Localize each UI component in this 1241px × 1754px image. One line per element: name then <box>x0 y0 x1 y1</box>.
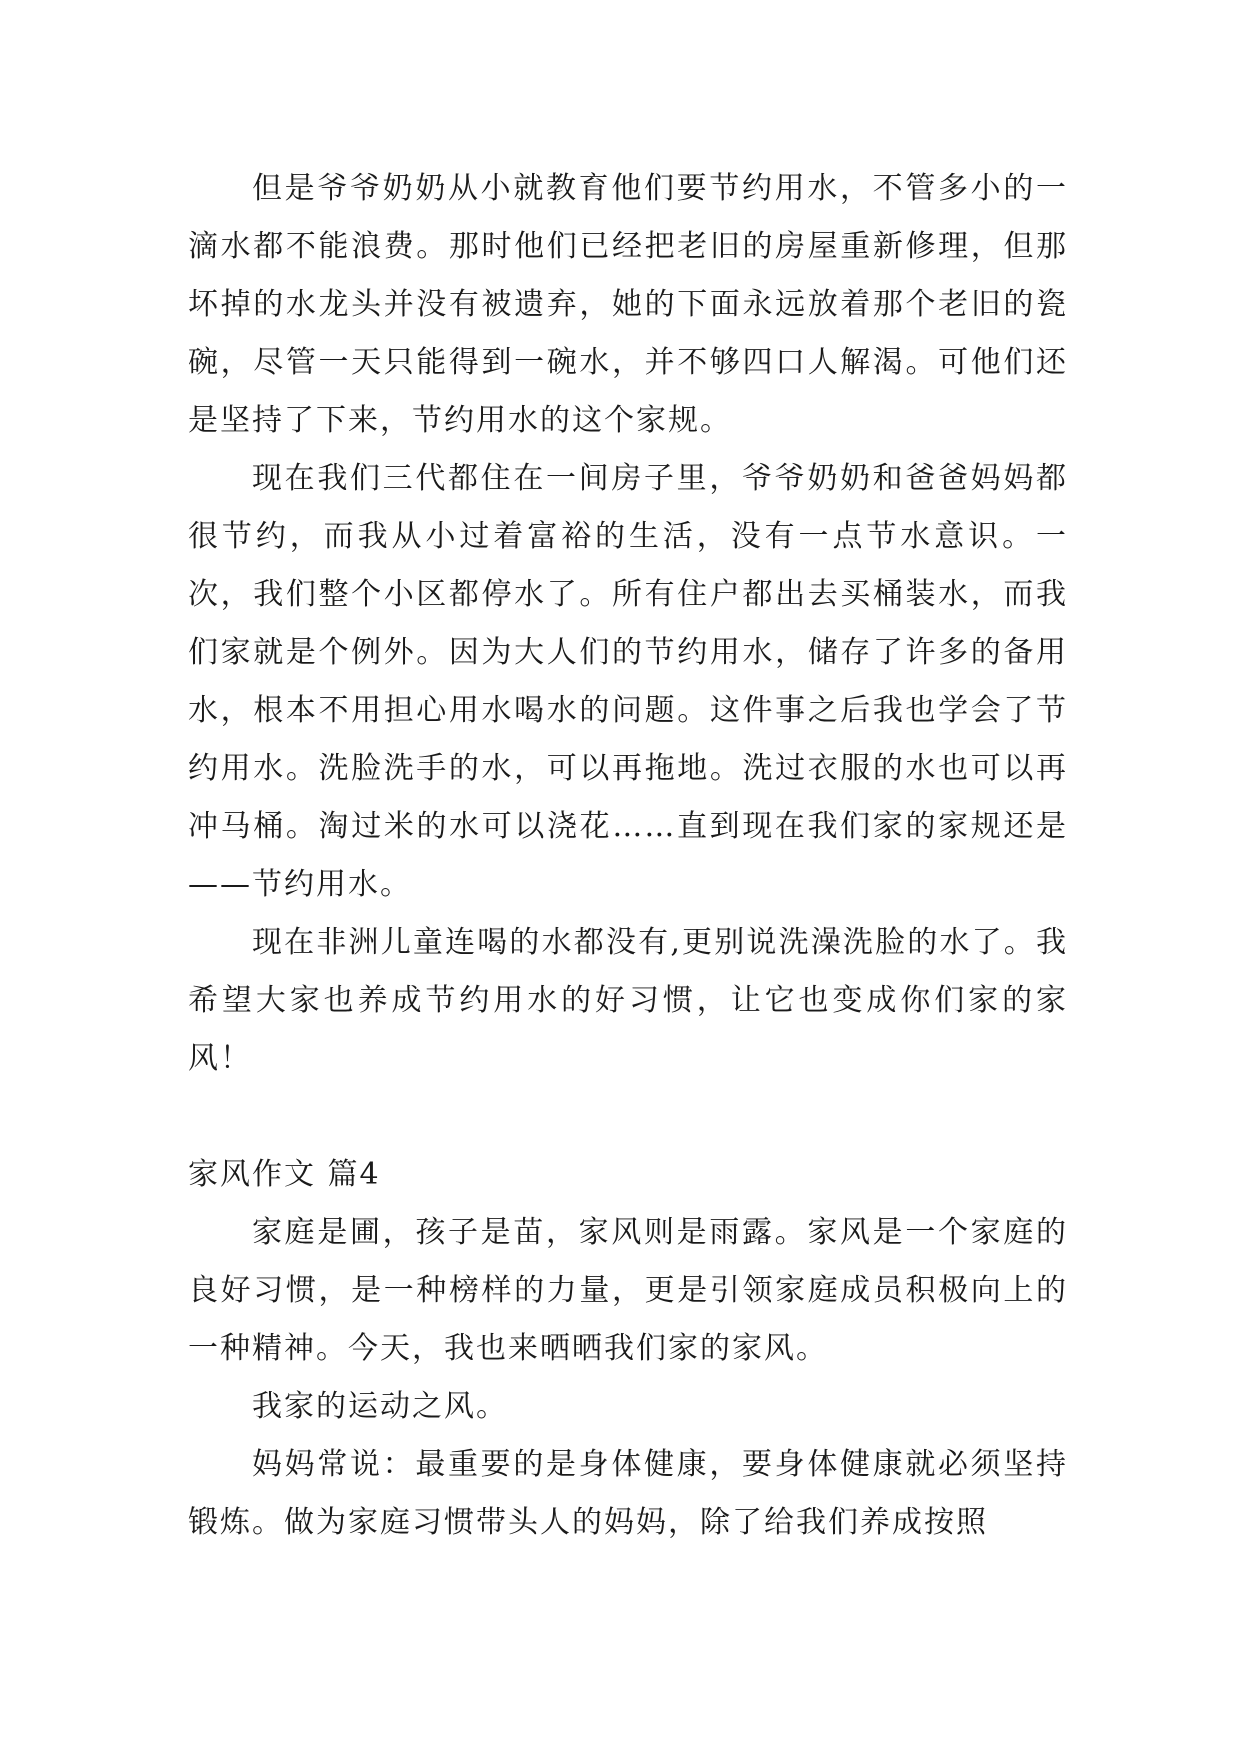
paragraph-water-saving-grandparents: 但是爷爷奶奶从小就教育他们要节约用水，不管多小的一滴水都不能浪费。那时他们已经把老旧的房屋重新修理，但那坏掉的水龙头并没有被遗弃，她的下面永远放着那个老旧的瓷碗，尽管一天只能得到一碗水，并不够四口人解渴。可他们还是坚持了下来，节约用水的这个家规。 <box>188 171 1068 438</box>
paragraph-mother-says: 妈妈常说：最重要的是身体健康，要身体健康就必须坚持锻炼。做为家庭习惯带头人的妈妈，除了给我们养成按照 <box>188 1447 1068 1540</box>
paragraph-three-generations: 现在我们三代都住在一间房子里，爷爷奶奶和爸爸妈妈都很节约，而我从小过着富裕的生活，没有一点节水意识。一次，我们整个小区都停水了。所有住户都出去买桶装水，而我们家就是个例外。因为大人们的节约用水，储存了许多的备用水，根本不用担心用水喝水的问题。这件事之后我也学会了节约用水。洗脸洗手的水，可以再拖地。洗过衣服的水也可以再冲马桶。淘过米的水可以浇花……直到现在我们家的家规还是——节约用水。 <box>188 461 1068 902</box>
paragraph-sport-style: 我家的运动之风。 <box>252 1389 508 1424</box>
document-body <box>188 160 1068 1552</box>
section-title: 家风作文 篇4 <box>188 1157 381 1192</box>
paragraph-family-garden: 家庭是圃，孩子是苗，家风则是雨露。家风是一个家庭的良好习惯，是一种榜样的力量，更是引领家庭成员积极向上的一种精神。今天，我也来晒晒我们家的家风。 <box>188 1215 1068 1366</box>
paragraph-africa-children: 现在非洲儿童连喝的水都没有,更别说洗澡洗脸的水了。我希望大家也养成节约用水的好习惯，让它也变成你们家的家风！ <box>188 925 1068 1076</box>
